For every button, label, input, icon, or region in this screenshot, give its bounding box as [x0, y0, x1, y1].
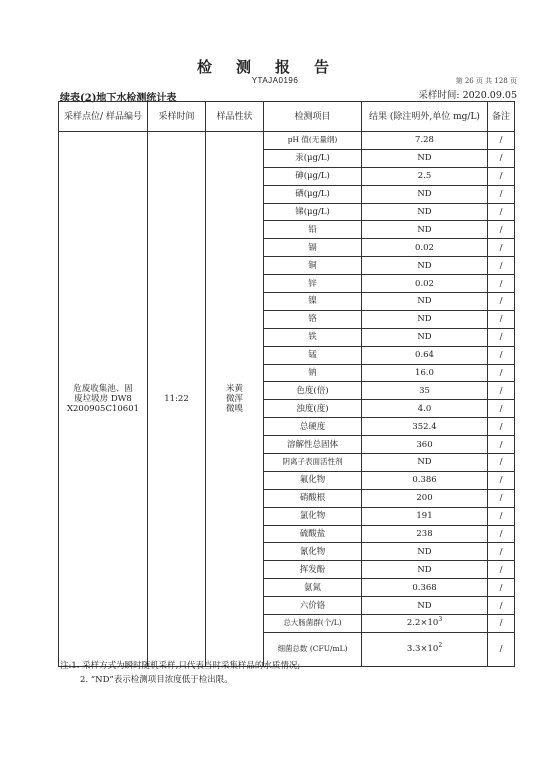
item-cell: 锑(μg/L) — [264, 203, 362, 221]
item-cell: 硝酸根 — [264, 489, 362, 507]
result-cell: 4.0 — [362, 400, 488, 418]
result-cell: ND — [362, 203, 488, 221]
item-cell: 汞(μg/L) — [264, 149, 362, 167]
result-cell: 0.386 — [362, 471, 488, 489]
remark-cell: / — [488, 239, 515, 257]
property-cell — [206, 132, 264, 667]
item-cell: 总硬度 — [264, 418, 362, 436]
remark-cell: / — [488, 310, 515, 328]
col-header-property: 样品性状 — [206, 102, 264, 132]
report-title: 检测报告 — [196, 58, 353, 76]
table-subtitle: 续表(2)地下水检测统计表 — [60, 93, 177, 104]
remark-cell: / — [488, 471, 515, 489]
remark-cell: / — [488, 400, 515, 418]
result-cell: 0.64 — [362, 346, 488, 364]
location-line: 废垃圾房 DW8 — [74, 393, 132, 404]
table-row — [59, 132, 515, 150]
remark-cell: / — [488, 328, 515, 346]
item-cell: 钠 — [264, 364, 362, 382]
result-cell: ND — [362, 149, 488, 167]
item-cell: 镍 — [264, 293, 362, 311]
item-cell: 铬 — [264, 310, 362, 328]
item-cell: 挥发酚 — [264, 561, 362, 579]
remark-cell: / — [488, 597, 515, 615]
result-cell: ND — [362, 221, 488, 239]
property-line: 米黄 — [225, 383, 243, 394]
remark-cell: / — [488, 275, 515, 293]
remark-cell: / — [488, 579, 515, 597]
time-value: 11:22 — [164, 393, 189, 404]
remark-cell: / — [488, 561, 515, 579]
result-cell: 200 — [362, 489, 488, 507]
result-cell: 360 — [362, 436, 488, 454]
page-number: 第 26 页 共 128 页 — [455, 77, 517, 85]
result-cell: ND — [362, 293, 488, 311]
property-line: 微嗅 — [225, 403, 243, 414]
report-code: YTAJA0196 — [251, 76, 299, 85]
time-cell — [148, 132, 206, 667]
col-header-result: 结果 (除注明外,单位 mg/L) — [362, 102, 488, 132]
item-cell: 铁 — [264, 328, 362, 346]
remark-cell: / — [488, 454, 515, 472]
remark-cell: / — [488, 167, 515, 185]
result-exponent: 2 — [438, 642, 443, 650]
item-cell: 锰 — [264, 346, 362, 364]
remark-cell: / — [488, 632, 515, 666]
item-cell: 铜 — [264, 257, 362, 275]
remark-cell: / — [488, 543, 515, 561]
result-cell: 35 — [362, 382, 488, 400]
location-line: X200905C10601 — [66, 403, 140, 414]
note-1: 注:1. 采样方式为瞬时随机采样,只代表当时采集样品的水质情况; — [60, 661, 301, 671]
result-cell: 352.4 — [362, 418, 488, 436]
result-cell — [362, 632, 488, 666]
remark-cell: / — [488, 382, 515, 400]
item-cell: 锌 — [264, 275, 362, 293]
remark-cell: / — [488, 132, 515, 150]
item-cell: 氯化物 — [264, 507, 362, 525]
remark-cell: / — [488, 364, 515, 382]
item-cell: 铅 — [264, 221, 362, 239]
col-header-location: 采样点位/ 样品编号 — [59, 102, 148, 132]
note-2: 2. “ND”表示检测项目浓度低于检出限。 — [80, 675, 233, 685]
result-cell: 0.02 — [362, 239, 488, 257]
item-cell: 氟化物 — [264, 471, 362, 489]
result-cell: ND — [362, 328, 488, 346]
result-base: 3.3×10 — [406, 644, 439, 655]
remark-cell: / — [488, 293, 515, 311]
result-cell: 191 — [362, 507, 488, 525]
property-line: 微浑 — [225, 393, 243, 404]
remark-cell: / — [488, 257, 515, 275]
result-cell: 0.368 — [362, 579, 488, 597]
sample-date: 采样时间: 2020.09.05 — [418, 90, 517, 101]
col-header-remark: 备注 — [488, 102, 515, 132]
groundwater-results-table — [58, 101, 515, 667]
remark-cell: / — [488, 507, 515, 525]
result-cell: 7.28 — [362, 132, 488, 150]
result-base: 2.2×10 — [406, 618, 439, 629]
item-cell: 总大肠菌群(个/L) — [264, 615, 362, 633]
result-cell: 16.0 — [362, 364, 488, 382]
result-cell: 238 — [362, 525, 488, 543]
item-cell: 氰化物 — [264, 543, 362, 561]
item-cell: 硒(μg/L) — [264, 185, 362, 203]
item-cell: 六价铬 — [264, 597, 362, 615]
result-cell — [362, 615, 488, 633]
remark-cell: / — [488, 489, 515, 507]
result-cell: 2.5 — [362, 167, 488, 185]
item-cell: 镉 — [264, 239, 362, 257]
item-cell: 氨氮 — [264, 579, 362, 597]
col-header-item: 检测项目 — [264, 102, 362, 132]
result-cell: ND — [362, 185, 488, 203]
remark-cell: / — [488, 615, 515, 633]
item-cell: pH 值(无量纲) — [264, 132, 362, 150]
col-header-time: 采样时间 — [148, 102, 206, 132]
result-cell: ND — [362, 310, 488, 328]
remark-cell: / — [488, 525, 515, 543]
item-cell: 硫酸盐 — [264, 525, 362, 543]
result-cell: ND — [362, 561, 488, 579]
item-cell: 细菌总数 (CFU/mL) — [264, 632, 362, 666]
table-header-row — [59, 102, 515, 132]
remark-cell: / — [488, 418, 515, 436]
result-cell: ND — [362, 543, 488, 561]
remark-cell: / — [488, 203, 515, 221]
result-exponent: 3 — [438, 616, 443, 624]
result-cell: ND — [362, 454, 488, 472]
location-line: 危废收集池、固 — [73, 383, 133, 394]
remark-cell: / — [488, 185, 515, 203]
notes — [60, 659, 300, 687]
item-cell: 色度(倍) — [264, 382, 362, 400]
location-cell — [59, 132, 148, 667]
item-cell: 浊度(度) — [264, 400, 362, 418]
item-cell: 阴离子表面活性剂 — [264, 454, 362, 472]
result-cell: ND — [362, 597, 488, 615]
item-cell: 砷(μg/L) — [264, 167, 362, 185]
item-cell: 溶解性总固体 — [264, 436, 362, 454]
result-cell: 0.02 — [362, 275, 488, 293]
remark-cell: / — [488, 149, 515, 167]
result-cell: ND — [362, 257, 488, 275]
remark-cell: / — [488, 346, 515, 364]
remark-cell: / — [488, 221, 515, 239]
remark-cell: / — [488, 436, 515, 454]
